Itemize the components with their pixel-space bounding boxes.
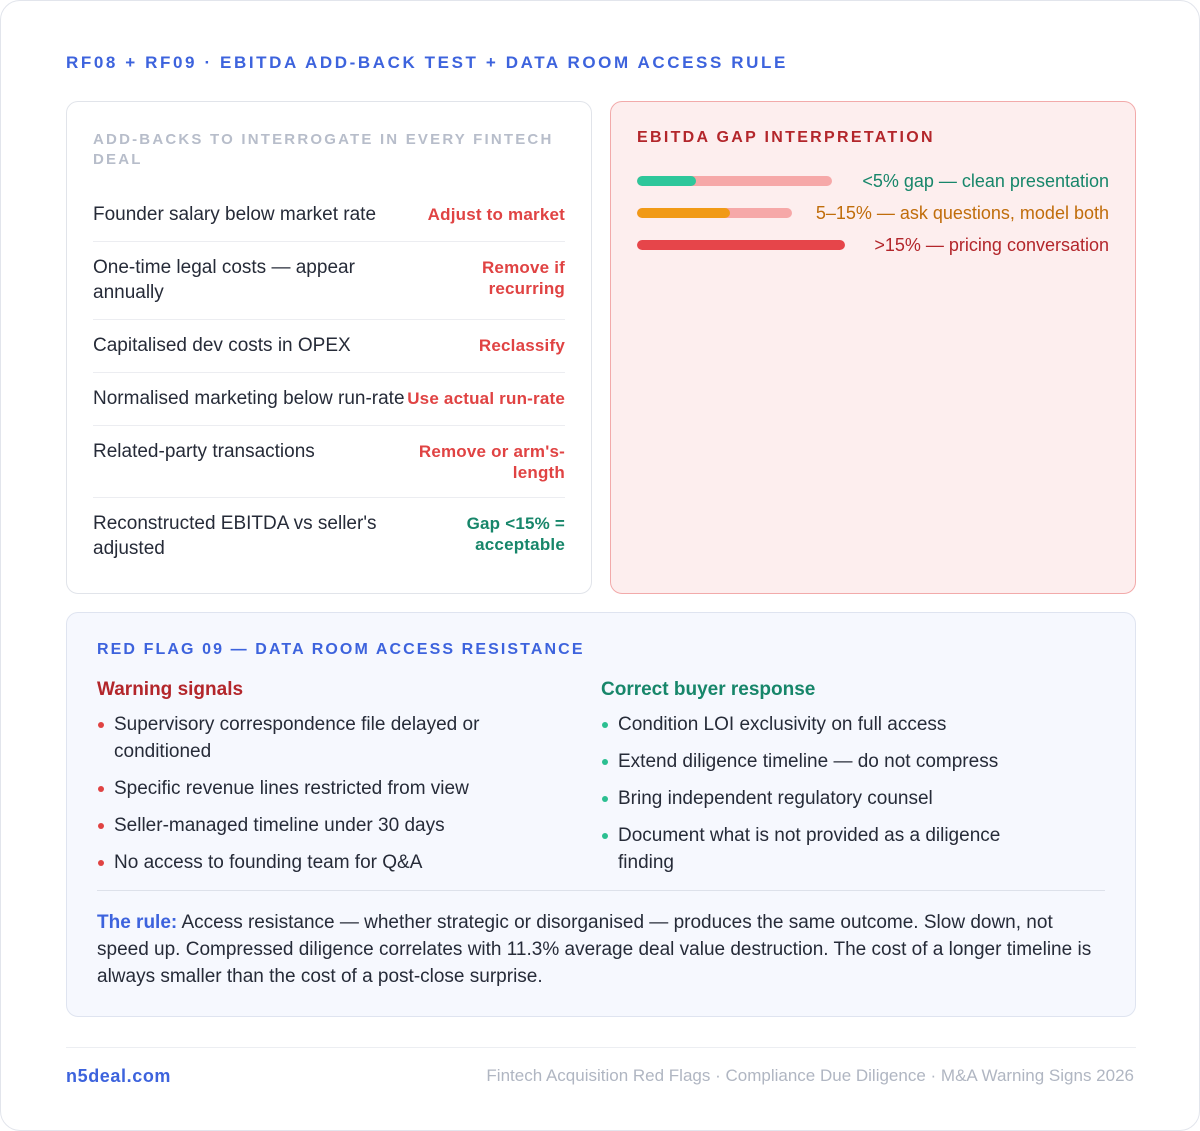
gap-bar — [637, 176, 832, 186]
addback-item: Reconstructed EBITDA vs seller's adjusted — [93, 513, 377, 559]
gap-legend — [637, 165, 1109, 261]
warning-list — [97, 711, 601, 876]
addbacks-card — [66, 101, 592, 594]
rf09-card — [66, 612, 1136, 1017]
addback-item: Related-party transactions — [93, 441, 315, 462]
rule-body: Access resistance — whether strategic or disorganised — produces the same outcome. Slow down, not speed up. Compressed diligence correlates with 11.3% average deal value destruction. The cost of a longer timeline is always smaller than the cost of a post-close surprise. — [97, 912, 1092, 987]
page-title: RF08 + RF09 · EBITDA ADD-BACK TEST + DATA ROOM ACCESS RULE — [66, 53, 788, 72]
gap-card — [610, 101, 1136, 594]
addback-row — [93, 498, 565, 575]
footer-brand-link[interactable]: n5deal.com — [66, 1066, 172, 1086]
gap-bar — [637, 240, 845, 250]
addback-row — [93, 186, 565, 242]
addback-action: Use actual run-rate — [407, 389, 565, 408]
response-column — [601, 678, 1105, 886]
rule-lead: The rule: — [97, 912, 178, 933]
gap-row — [637, 229, 1109, 261]
rf09-label: RED FLAG 09 — DATA ROOM ACCESS RESISTANCE — [97, 641, 585, 658]
gap-bar-fill — [637, 176, 696, 186]
addbacks-label: ADD-BACKS TO INTERROGATE IN EVERY FINTECH DEAL — [93, 131, 554, 168]
addback-action: Remove or arm's-length — [418, 442, 565, 482]
rule-paragraph — [97, 909, 1095, 990]
addback-row — [93, 320, 565, 373]
rf09-columns — [97, 678, 1105, 886]
gap-text: >15% — pricing conversation — [874, 234, 1109, 255]
response-item: Extend diligence timeline — do not compress — [601, 748, 1051, 775]
addback-row — [93, 426, 565, 498]
gap-bar-fill — [637, 240, 845, 250]
gap-bar-fill — [637, 208, 730, 218]
footer-divider — [66, 1047, 1136, 1048]
response-heading: Correct buyer response — [601, 679, 816, 700]
addback-action: Remove if recurring — [481, 258, 565, 298]
addback-item: Normalised marketing below run-rate — [93, 388, 405, 409]
warning-column — [97, 678, 601, 886]
warning-item: No access to founding team for Q&A — [97, 849, 547, 876]
warning-item: Specific revenue lines restricted from view — [97, 775, 547, 802]
addback-action: Adjust to market — [427, 205, 565, 224]
response-item: Bring independent regulatory counsel — [601, 785, 1051, 812]
gap-text: 5–15% — ask questions, model both — [815, 202, 1109, 223]
addback-row — [93, 373, 565, 426]
footer-tags: Fintech Acquisition Red Flags · Compliance Due Diligence · M&A Warning Signs 2026 — [486, 1066, 1134, 1085]
addback-item: Capitalised dev costs in OPEX — [93, 335, 351, 356]
gap-row — [637, 197, 1109, 229]
gap-row — [637, 165, 1109, 197]
response-item: Condition LOI exclusivity on full access — [601, 711, 1051, 738]
rule-divider — [97, 890, 1105, 891]
gap-text: <5% gap — clean presentation — [862, 170, 1109, 191]
warning-item: Seller-managed timeline under 30 days — [97, 812, 547, 839]
addback-item: One-time legal costs — appear annually — [93, 257, 355, 303]
warning-item: Supervisory correspondence file delayed or conditioned — [97, 711, 547, 765]
response-list — [601, 711, 1105, 876]
response-item: Document what is not provided as a diligence finding — [601, 822, 1051, 876]
addback-action: Reclassify — [478, 336, 565, 355]
addback-item: Founder salary below market rate — [93, 204, 377, 225]
gap-label: EBITDA GAP INTERPRETATION — [637, 129, 935, 146]
addbacks-list — [93, 186, 565, 575]
gap-bar — [637, 208, 792, 218]
addback-action: Gap <15% = acceptable — [466, 514, 565, 554]
addback-row — [93, 242, 565, 320]
warning-heading: Warning signals — [97, 679, 244, 700]
